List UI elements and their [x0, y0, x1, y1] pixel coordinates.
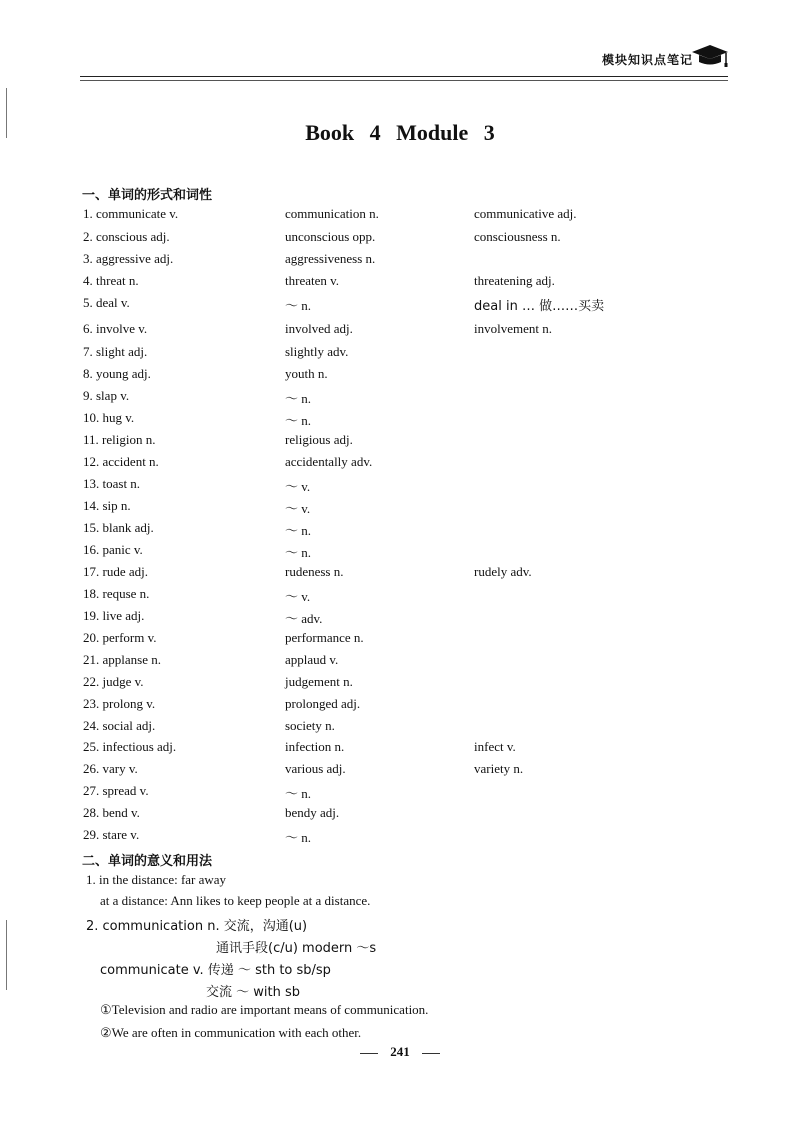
base-word: 5. deal v.: [83, 295, 130, 310]
vocab-row: [0, 564, 800, 584]
vocab-row: [0, 739, 800, 759]
base-word: 3. aggressive adj.: [83, 251, 174, 266]
derived-form: applaud v.: [285, 652, 339, 667]
vocab-row: [0, 498, 800, 518]
page-number-dash: [422, 1053, 440, 1054]
vocab-row: [0, 805, 800, 825]
base-word: 28. bend v.: [83, 805, 140, 820]
page-number: 241: [390, 1044, 410, 1059]
usage-entry: communicate v. 传递 ～ sth to sb/sp: [100, 963, 331, 978]
vocab-row: [0, 783, 800, 803]
page-number-footer: [0, 1044, 800, 1060]
usage-entry: 1. in the distance: far away: [86, 872, 227, 887]
derived-form: slightly adv.: [285, 344, 349, 359]
usage-sense: 通讯手段(c/u) modern ～s: [216, 941, 377, 956]
vocab-row: [0, 388, 800, 408]
derived-form: ～ n.: [285, 413, 312, 428]
derived-form: ～ n.: [285, 298, 312, 313]
running-header-label: 模块知识点笔记: [602, 53, 694, 67]
base-word: 15. blank adj.: [83, 520, 154, 535]
derived-form-extra: threatening adj.: [474, 273, 555, 288]
derived-form-extra: deal in … 做……买卖: [474, 299, 605, 314]
base-word: 11. religion n.: [83, 432, 156, 447]
base-word: 9. slap v.: [83, 388, 130, 403]
derived-form: accidentally adv.: [285, 454, 373, 469]
derived-form: performance n.: [285, 630, 364, 645]
header-rule-thin: [80, 80, 728, 81]
derived-form: ～ n.: [285, 830, 312, 845]
header-rule: [80, 76, 728, 77]
derived-form-extra: consciousness n.: [474, 229, 561, 244]
base-word: 18. requse n.: [83, 586, 150, 601]
vocab-row: [0, 586, 800, 606]
derived-form-extra: involvement n.: [474, 321, 552, 336]
base-word: 24. social adj.: [83, 718, 156, 733]
derived-form: judgement n.: [285, 674, 353, 689]
base-word: 29. stare v.: [83, 827, 140, 842]
derived-form: infection n.: [285, 739, 345, 754]
derived-form-extra: rudely adv.: [474, 564, 532, 579]
graduation-cap-icon: [690, 42, 730, 68]
base-word: 6. involve v.: [83, 321, 148, 336]
scan-edge-line: [6, 920, 7, 990]
vocab-row: [0, 229, 800, 249]
vocab-row: [0, 542, 800, 562]
usage-sense: 交流 ～ with sb: [206, 985, 301, 1000]
vocab-row: [0, 718, 800, 738]
derived-form: society n.: [285, 718, 335, 733]
derived-form: ～ v.: [285, 589, 311, 604]
base-word: 16. panic v.: [83, 542, 143, 557]
base-word: 27. spread v.: [83, 783, 149, 798]
base-word: 13. toast n.: [83, 476, 141, 491]
vocab-row: [0, 366, 800, 386]
page-title: Book 4 Module 3: [305, 120, 495, 145]
base-word: 12. accident n.: [83, 454, 159, 469]
derived-form: various adj.: [285, 761, 346, 776]
derived-form: rudeness n.: [285, 564, 344, 579]
base-word: 26. vary v.: [83, 761, 138, 776]
base-word: 17. rude adj.: [83, 564, 148, 579]
derived-form: ～ v.: [285, 479, 311, 494]
usage-example: ①Television and radio are important means of communication.: [100, 1002, 429, 1017]
derived-form: communication n.: [285, 206, 379, 221]
vocab-row: [0, 206, 800, 226]
derived-form: ～ n.: [285, 391, 312, 406]
base-word: 10. hug v.: [83, 410, 135, 425]
base-word: 23. prolong v.: [83, 696, 156, 711]
derived-form: religious adj.: [285, 432, 353, 447]
derived-form-extra: infect v.: [474, 739, 516, 754]
derived-form-extra: variety n.: [474, 761, 524, 776]
vocab-row: [0, 761, 800, 781]
vocab-row: [0, 321, 800, 341]
base-word: 7. slight adj.: [83, 344, 148, 359]
vocab-row: [0, 827, 800, 847]
derived-form: bendy adj.: [285, 805, 340, 820]
section-heading-word-forms: 一、单词的形式和词性: [82, 188, 213, 203]
derived-form: prolonged adj.: [285, 696, 361, 711]
vocab-row: [0, 520, 800, 540]
vocab-row: [0, 410, 800, 430]
derived-form-extra: communicative adj.: [474, 206, 577, 221]
base-word: 25. infectious adj.: [83, 739, 177, 754]
base-word: 8. young adj.: [83, 366, 151, 381]
derived-form: involved adj.: [285, 321, 353, 336]
vocab-row: [0, 344, 800, 364]
vocab-row: [0, 454, 800, 474]
derived-form: youth n.: [285, 366, 328, 381]
vocab-row: [0, 273, 800, 293]
usage-example: at a distance: Ann likes to keep people at a distance.: [100, 893, 371, 908]
section-heading-meaning-usage: 二、单词的意义和用法: [82, 854, 213, 869]
vocab-row: [0, 608, 800, 628]
derived-form: ～ n.: [285, 523, 312, 538]
vocab-row: [0, 295, 800, 315]
vocab-row: [0, 652, 800, 672]
base-word: 14. sip n.: [83, 498, 131, 513]
derived-form: ～ n.: [285, 786, 312, 801]
usage-example: ②We are often in communication with each other.: [100, 1025, 362, 1040]
usage-entry: 2. communication n. 交流，沟通(u): [86, 919, 308, 934]
derived-form: ～ adv.: [285, 611, 323, 626]
vocab-row: [0, 476, 800, 496]
base-word: 2. conscious adj.: [83, 229, 170, 244]
base-word: 19. live adj.: [83, 608, 145, 623]
vocab-row: [0, 696, 800, 716]
page-number-dash: [360, 1053, 378, 1054]
base-word: 21. applanse n.: [83, 652, 161, 667]
derived-form: unconscious opp.: [285, 229, 376, 244]
vocab-row: [0, 432, 800, 452]
base-word: 20. perform v.: [83, 630, 157, 645]
base-word: 1. communicate v.: [83, 206, 179, 221]
vocab-row: [0, 251, 800, 271]
derived-form: aggressiveness n.: [285, 251, 376, 266]
derived-form: threaten v.: [285, 273, 340, 288]
vocab-row: [0, 674, 800, 694]
base-word: 22. judge v.: [83, 674, 144, 689]
derived-form: ～ v.: [285, 501, 311, 516]
base-word: 4. threat n.: [83, 273, 139, 288]
vocab-row: [0, 630, 800, 650]
derived-form: ～ n.: [285, 545, 312, 560]
